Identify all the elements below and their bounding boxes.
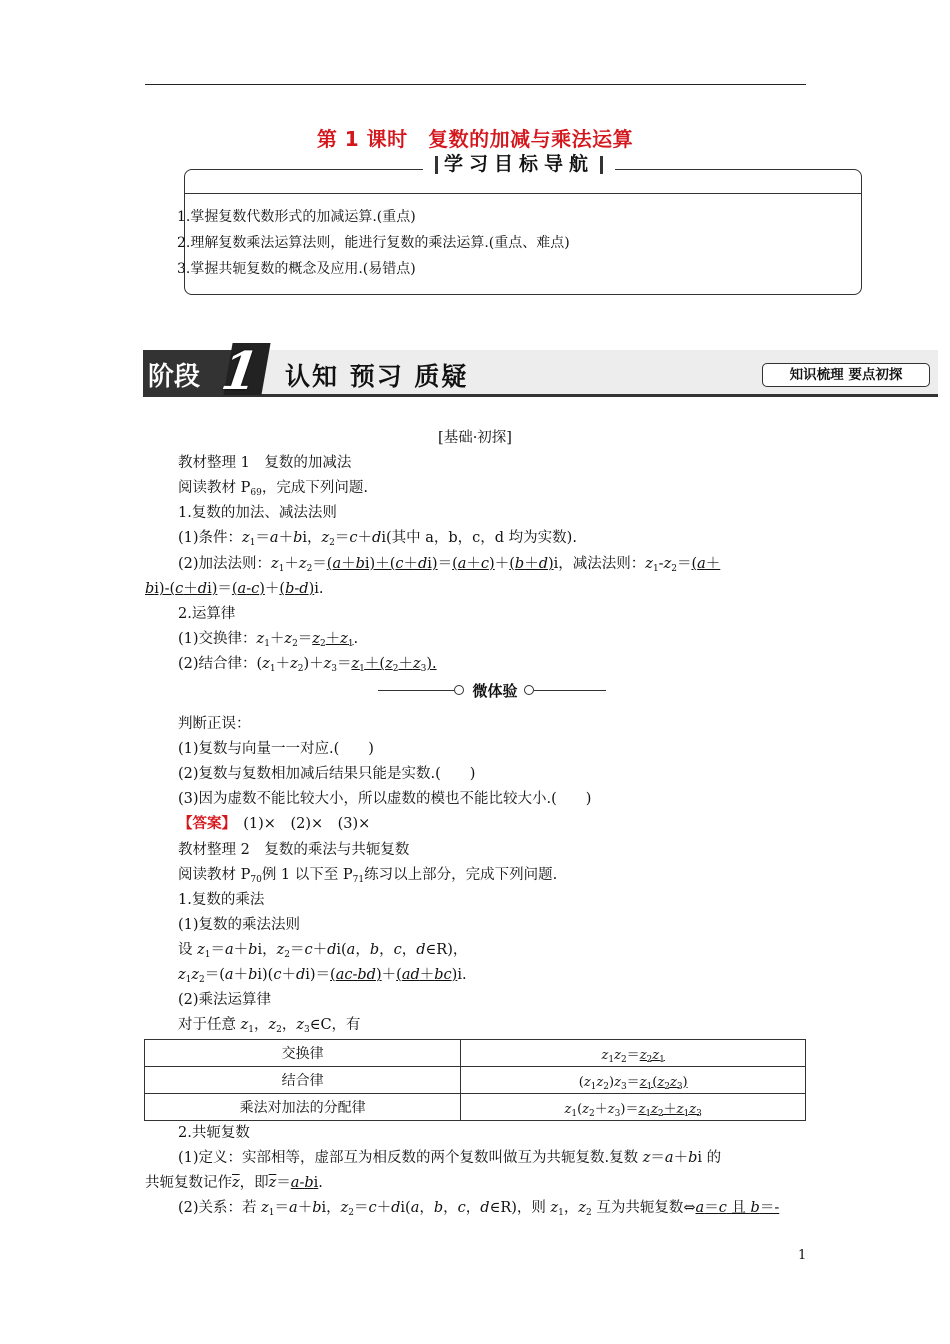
stage-title: 认知 预习 质疑 [285,362,469,391]
topic2-heading: 教材整理 2 复数的乘法与共轭复数 [178,842,410,858]
goal-item: 2.理解复数乘法运算法则，能进行复数的乘法运算.(重点、难点) [177,235,570,251]
table-row [145,1094,806,1121]
micro-label: 微体验 [472,682,518,700]
goals-heading: 学习目标导航 [423,151,615,179]
page-number: 1 [798,1248,807,1263]
stage-word: 阶段 [148,362,201,392]
stage-tag: 知识梳理 要点初探 [762,363,930,387]
mult-set: 设 $z_1=a+bi$，$z_2=c+di(a$，b，c，d∈R)， [178,942,468,960]
goal-item: 1.掌握复数代数形式的加减运算.(重点) [177,209,416,225]
micro-item: (1)复数与向量一一对应.( ) [178,741,374,757]
mult-rule-title: (1)复数的乘法法则 [178,917,301,933]
conj-relation: (2)关系：若 $z_1=a+bi$，$z_2=c+di(a$，b，c，d∈R)，则 $z_1$，$z_2$ 互为共轭复数⇔a＝c 且 b＝- [178,1200,780,1218]
header-rule [145,84,806,85]
table-row [145,1040,806,1067]
section-label: [基础·初探] [438,430,512,446]
micro-item: (3)因为虚数不能比较大小，所以虚数的模也不能比较大小.( ) [178,791,592,807]
law-name: 结合律 [145,1067,461,1094]
topic1-heading: 教材整理 1 复数的加减法 [178,455,352,471]
micro-item: (2)复数与复数相加减后结果只能是实数.( ) [178,766,476,782]
answer-line: 【答案】 (1)× (2)× (3)× [178,815,371,832]
mult-law-table [144,1039,806,1121]
commutative-law: (1)交换律：$z_1+z_2=z_2+z_1$. [178,631,359,649]
rule-title: 1.复数的加法、减法法则 [178,505,337,521]
conj-definition: (1)定义：实部相等，虚部互为相反数的两个复数叫做互为共轭复数.复数 z＝a＋bi 的 [178,1150,722,1166]
law-formula: $(z_1z_2)z_3=z_1(z_2z_3)$ [461,1067,806,1094]
micro-divider [378,680,606,700]
law-title: 2.运算律 [178,606,236,622]
micro-prompt: 判断正误： [178,716,251,732]
law-formula: $z_1z_2=z_2z_1$ [461,1040,806,1067]
lesson-title: 第 1 课时 复数的加减与乘法运算 [316,127,634,151]
law-name: 乘法对加法的分配律 [145,1094,461,1121]
goals-divider [184,193,861,194]
conj-title: 2.共轭复数 [178,1125,250,1141]
goal-item: 3.掌握共轭复数的概念及应用.(易错点) [177,261,416,277]
mult-title: 1.复数的乘法 [178,892,265,908]
law-formula: $z_1(z_2+z_3)=z_1z_2+z_1z_3$ [461,1094,806,1121]
mult-formula: $z_1z_2=(a+bi)(c+di)=(ac-bd)+(ad+bc)i$. [178,967,467,985]
topic2-read: 阅读教材 $P_{70}$例 1 以下至 $P_{71}$练习以上部分，完成下列问题. [178,867,558,885]
conj-notation: 共轭复数记作$\overline{z}$，即$\overline{z}=a-bi$. [145,1175,323,1191]
condition-line: (1)条件：$z_1=a+bi$，$z_2=c+di$(其中 a，b，c，d 均为实数). [178,530,577,548]
associative-law: (2)结合律：$(z_1+z_2)+z_3=z_1+(z_2+z_3)$. [178,656,437,674]
topic1-read: 阅读教材 $P_{69}$，完成下列问题. [178,480,368,498]
addition-rule: (2)加法法则：$z_1+z_2=(a+bi)+(c+di)=(a+c)+(b+d)i$，减法法则：$z_1-z_2=(a+$ [178,556,721,574]
any-line: 对于任意 $z_1$，$z_2$，$z_3\in C$，有 [178,1017,361,1035]
subtraction-rule: bi)-(c＋di)＝(a-c)＋(b-d)i. [145,581,324,597]
stage-number: 1 [217,341,263,402]
table-row [145,1067,806,1094]
mult-law-title: (2)乘法运算律 [178,992,272,1008]
law-name: 交换律 [145,1040,461,1067]
